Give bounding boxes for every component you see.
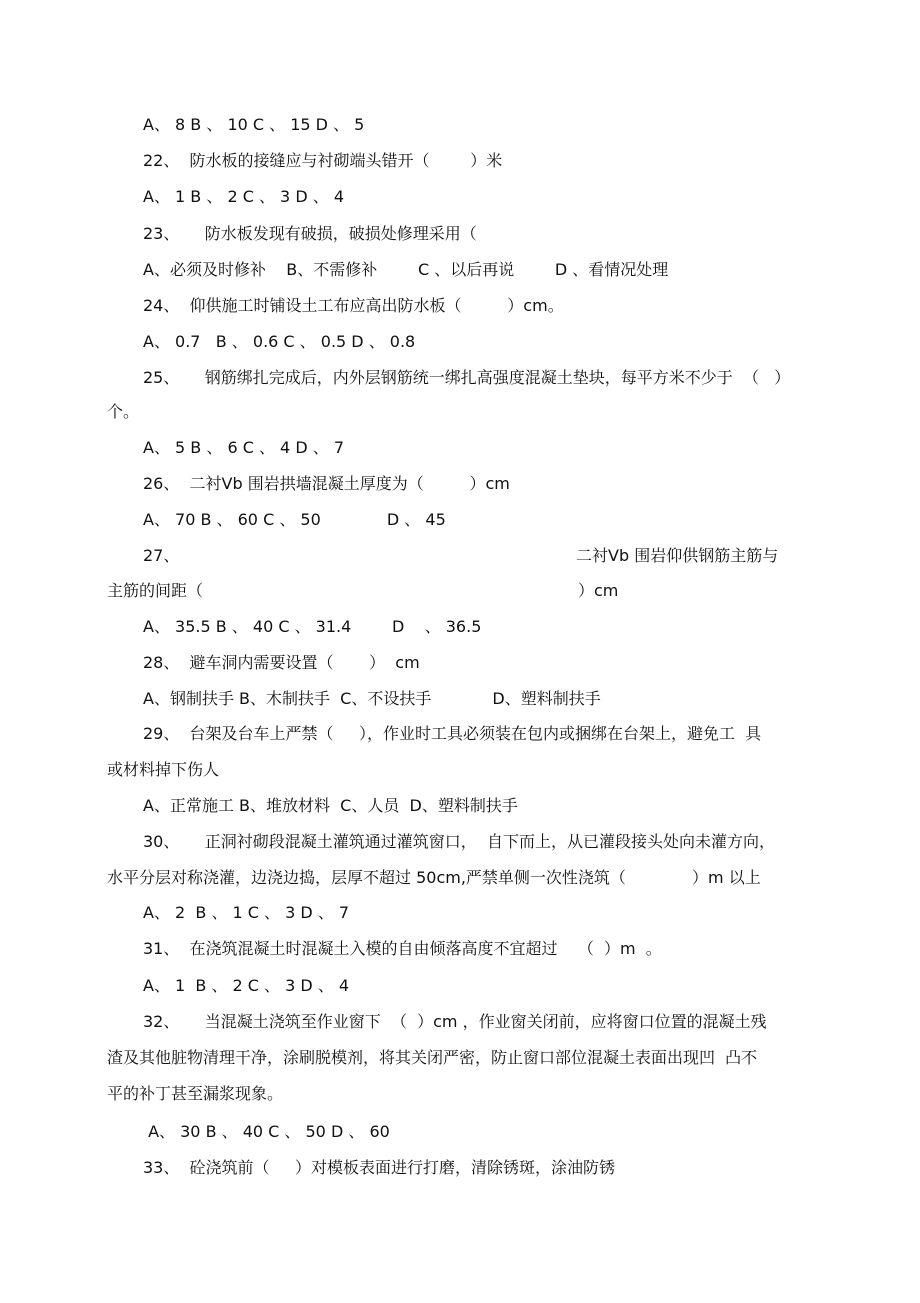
question-29-cont: 或材料掉下伤人 [107,760,220,779]
question-25-cont: 个。 [107,402,140,421]
question-32-cont-1: 渣及其他脏物清理干净，涂刷脱模剂，将其关闭严密，防止窗口部位混凝土表面出现凹 凸不 [107,1048,758,1067]
question-30: 30、 正洞衬砌段混凝土灌筑通过灌筑窗口， 自下而上，从已灌段接头处向未灌方向， [143,832,775,851]
line-31-options: A、 1 B 、 2 C 、 3 D 、 4 [143,976,350,995]
question-30-cont: 水平分层对称浇灌，边浇边捣，层厚不超过 50cm,严禁单侧一次性浇筑（ ）m 以上 [107,868,761,887]
line-30-options: A、 2 B 、 1 C 、 3 D 、 7 [143,903,350,922]
question-23: 23、 防水板发现有破损，破损处修理采用（ [143,224,477,243]
question-22: 22、 防水板的接缝应与衬砌端头错开（ ）米 [143,151,503,170]
question-27-number: 27、 [143,546,180,565]
question-31: 31、 在浇筑混凝土时混凝土入模的自由倾落高度不宜超过 （ ）m 。 [143,939,662,958]
line-22-options: A、 1 B 、 2 C 、 3 D 、 4 [143,187,344,206]
question-26: 26、 二衬Ⅴb 围岩拱墙混凝土厚度为（ ）cm [143,474,510,493]
line-26-options: A、 70 B 、 60 C 、 50 D 、 45 [143,510,446,529]
question-25: 25、 钢筋绑扎完成后，内外层钢筋统一绑扎高强度混凝土垫块，每平方米不少于 （ ） [143,368,791,387]
question-27-cont: 主筋的间距（ [107,581,204,600]
line-29-options: A、正常施工 B、堆放材料 C、人员 D、塑料制扶手 [143,796,518,815]
question-32: 32、 当混凝土浇筑至作业窗下 （ ）cm ，作业窗关闭前，应将窗口位置的混凝土残 [143,1012,767,1031]
line-25-options: A、 5 B 、 6 C 、 4 D 、 7 [143,438,344,457]
question-24: 24、 仰供施工时铺设土工布应高出防水板（ ）cm。 [143,296,564,315]
question-27-unit: ）cm [578,581,619,600]
line-23-options: A、必须及时修补 B、不需修补 C 、以后再说 D 、看情况处理 [143,260,669,279]
line-24-options: A、 0.7 B 、 0.6 C 、 0.5 D 、 0.8 [143,332,416,351]
question-27-text: 二衬Ⅴb 围岩仰供钢筋主筋与 [576,546,779,565]
line-32-options: A、 30 B 、 40 C 、 50 D 、 60 [143,1122,390,1141]
question-33: 33、 砼浇筑前（ ）对模板表面进行打磨，清除锈斑，涂油防锈 [143,1158,615,1177]
question-28: 28、 避车洞内需要设置（ ） cm [143,653,420,672]
line-28-options: A、钢制扶手 B、木制扶手 C、不设扶手 D、塑料制扶手 [143,689,601,708]
question-29: 29、 台架及台车上严禁（ ），作业时工具必须装在包内或捆绑在台架上，避免工 具 [143,724,762,743]
question-32-cont-2: 平的补丁甚至漏浆现象。 [107,1084,284,1103]
line-27-options: A、 35.5 B 、 40 C 、 31.4 D 、 36.5 [143,617,482,636]
line-21-options: A、 8 B 、 10 C 、 15 D 、 5 [143,115,365,134]
